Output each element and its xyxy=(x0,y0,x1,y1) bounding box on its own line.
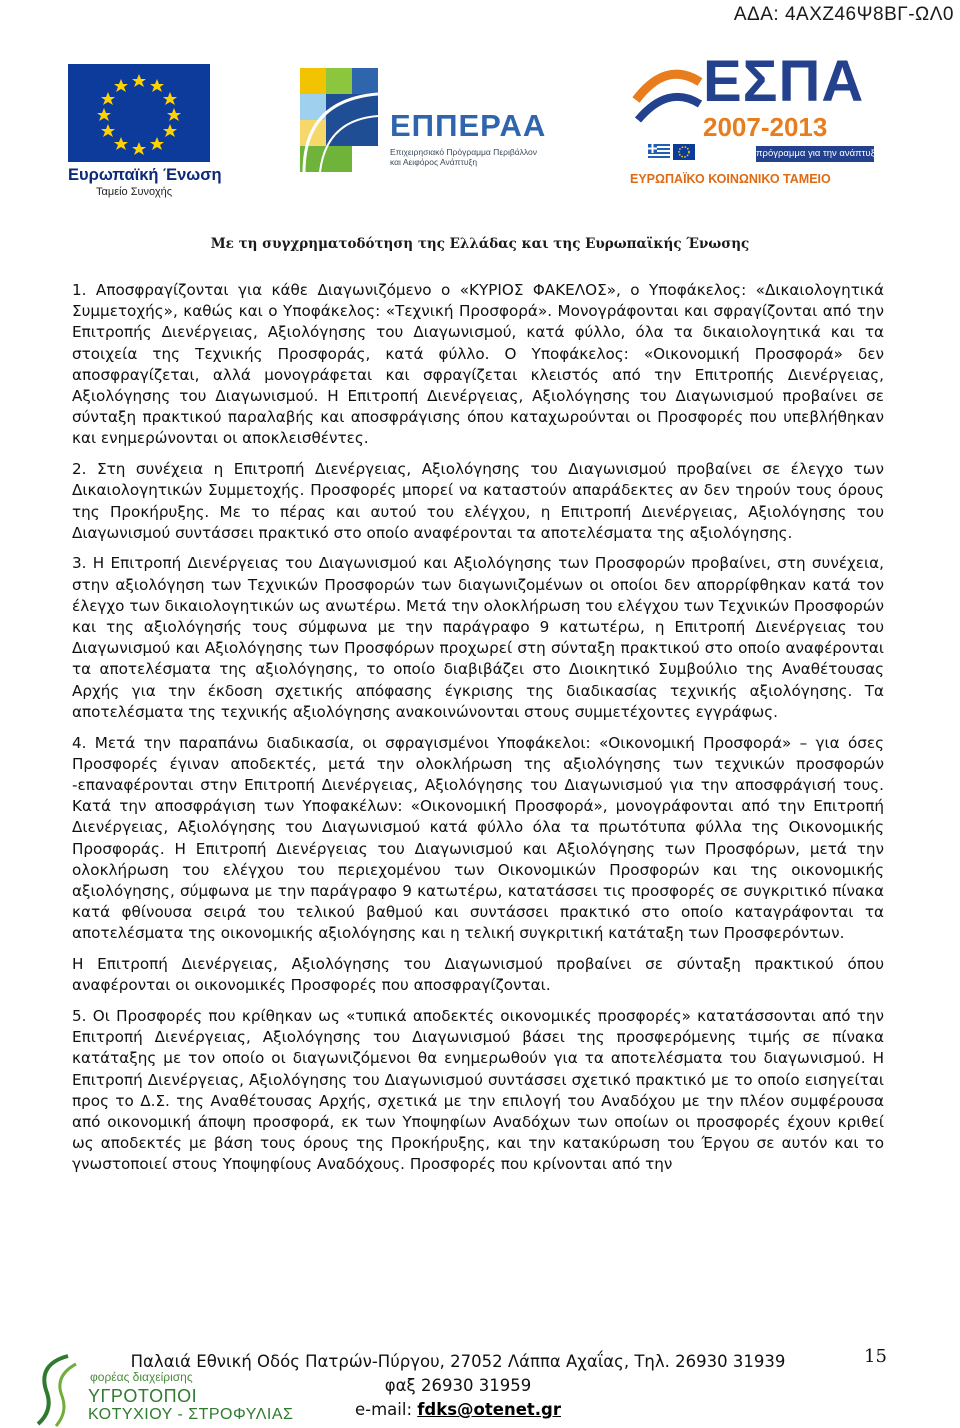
footer-contact xyxy=(108,1350,808,1422)
page-number: 15 xyxy=(864,1346,887,1367)
paragraph-2: 2. Στη συνέχεια η Επιτροπή Διενέργειας, Αξιολόγησης του Διαγωνισμού προβαίνει σε έλεγχο των Δικαιολογητικών Συμμετοχής. Προσφορές μπορεί να καταστούν απαράδεκτες αν δεν τηρούν τους όρους της Προκήρυξης. Με το πέρας και αυτού του ελέγχου, η Επιτροπή Διενέργειας, Αξιολόγησης του Διαγωνισμού συντάσσει πρακτικό στο οποίο αναφέρονται τα αποτελέσματα της αξιολόγησης. xyxy=(72,460,884,542)
footer-org-line1: ΥΓΡΟΤΟΠΟΙ xyxy=(88,1386,198,1406)
eu-name: Ευρωπαϊκή Ένωση xyxy=(68,166,222,184)
eu-mini-flag-icon xyxy=(673,144,695,160)
paragraph-1: 1. Αποσφραγίζονται για κάθε Διαγωνιζόμενο ο «ΚΥΡΙΟΣ ΦΑΚΕΛΟΣ», ο Υποφάκελος: «Δικαιολογητικά Συμμετοχής», καθώς και ο Υποφάκελος: «Τεχνική Προσφορά». Μονογράφονται και σφραγίζονται από την Επιτροπής Διενέργειας, Αξιολόγησης του Διαγωνισμού, κατά φύλλο, όλα τα δικαιολογητικά και τα στοιχεία της Τεχνικής Προσφοράς, κατά φύλλο. Ο Υποφάκελος: «Οικονομική Προσφορά» δεν αποσφραγίζεται, αλλά μονογράφεται και σφραγίζεται κλειστός από την Επιτροπής Διενέργειας, Αξιολόγησης του Διαγωνισμού. Η Επιτροπή Διενέργειας, Αξιολόγησης του Διαγωνισμού προβαίνει σε σύνταξη πρακτικού παραλαβής και αποσφράγισης όπου καταχωρούνται οι Προσφορές που υπεβλήθηκαν και ενημερώνονται οι αποκλεισθέντες. xyxy=(72,281,884,448)
paragraph-4b: Η Επιτροπή Διενέργειας, Αξιολόγησης του Διαγωνισμού προβαίνει σε σύνταξη πρακτικού όπου αναφέρονται οι οικονομικές Προσφορές που αποσφραγίζονται. xyxy=(72,955,884,995)
espa-fund-label: ΕΥΡΩΠΑΪΚΟ ΚΟΙΝΩΝΙΚΟ ΤΑΜΕΙΟ xyxy=(630,172,831,186)
espa-years: 2007-2013 xyxy=(703,112,828,142)
espa-name: ΕΣΠΑ xyxy=(703,49,865,114)
footer-org-line2: ΚΟΤΥΧΙΟΥ - ΣΤΡΟΦΥΛΙΑΣ xyxy=(88,1406,294,1423)
epperaa-mark-icon xyxy=(290,60,386,180)
epperaa-subtitle: Επιχειρησιακό Πρόγραμμα Περιβάλλον και Αειφόρος Ανάπτυξη xyxy=(390,147,537,167)
eu-logo xyxy=(68,64,222,198)
espa-tagline: πρόγραμμα για την ανάπτυξη xyxy=(756,146,874,162)
paragraph-3: 3. Η Επιτροπή Διενέργειας του Διαγωνισμού και Αξιολόγησης των Προσφορών προβαίνει, στη συνέχεια, στην αξιολόγηση των Τεχνικών Προσφορών των διαγωνιζομένων οι οποίοι δεν απορρίφθηκαν κατά τον έλεγχο των δικαιολογητικών ως ανωτέρω. Μετά την ολοκλήρωση του ελέγχου των Τεχνικών Προσφορών και της αξιολόγησής τους σύμφωνα με την παράγραφο 9 κατωτέρω, η Επιτροπή Διενέργειας του Διαγωνισμού και Αξιολόγησης των Προσφόρων προχωρεί στη σύνταξη πρακτικού στο οποίο αναφέρονται τα αποτελέσματα της αξιολόγησης, το οποίο διαβιβάζει στο Διοικητικό Συμβούλιο της Αναθέτουσας Αρχής για την έκδοση σχετικής απόφασης έγκρισης της διαδικασίας τεχνικής αξιολόγησης. Τα αποτελέσματα της τεχνικής αξιολόγησης ανακοινώνονται στους συμμετέχοντες εγγράφως. xyxy=(72,554,884,721)
footer-email-line xyxy=(108,1398,808,1422)
espa-logo xyxy=(628,49,881,188)
eu-fund-label: Ταμείο Συνοχής xyxy=(96,186,173,198)
cofunding-line: Με τη συγχρηματοδότηση της Ελλάδας και της Ευρωπαϊκής Ένωσης xyxy=(210,236,750,252)
paragraph-4: 4. Μετά την παραπάνω διαδικασία, οι σφραγισμένοι Υποφάκελοι: «Οικονομική Προσφορά» – για όσες Προσφορές έγιναν αποδεκτές, μετά την ολοκλήρωση της αξιολόγησης των τεχνικών προσφορών -επαναφέρονται στην Επιτροπή Διενέργειας, Αξιολόγησης του Διαγωνισμού για την αποσφράγισή τους. Κατά την αποσφράγιση των Υποφακέλων: «Οικονομική Προσφορά», μονογράφονται από την Επιτροπή Διενέργειας, Αξιολόγησης του Διαγωνισμού κατά φύλλο όλα τα πρωτότυπα φύλλα της Οικονομικής Προσφοράς. Η Επιτροπή Διενέργειας του Διαγωνισμού και Αξιολόγησης των Προσφόρων, μετά την ολοκλήρωση του ελέγχου του περιεχομένου των Οικονομικών Προσφορών και της οικονομικής αξιολόγησης, σύμφωνα με την παράγραφο 9 κατωτέρω, κατατάσσει τις προσφορές σε συγκριτικό πίνακα κατά φθίνουσα σειρά του τελικού βαθμού και συντάσσει πρακτικό στο οποίο καταγράφονται τα αποτελέσματα της οικονομικής αξιολόγησης και η τελική συγκριτική κατάταξη των Προσφερόντων. xyxy=(72,733,884,943)
greek-flag-icon xyxy=(648,144,670,160)
footer-org-small: φορέας διαχείρισης xyxy=(90,1370,193,1384)
espa-swirl-icon xyxy=(628,60,704,140)
footer-email-link[interactable]: fdks@otenet.gr xyxy=(417,1400,561,1419)
document-body xyxy=(72,280,884,1185)
footer-email-label: e-mail: xyxy=(354,1400,418,1419)
eu-flag-icon xyxy=(68,64,210,162)
paragraph-5: 5. Οι Προσφορές που κρίθηκαν ως «τυπικά αποδεκτές οικονομικές προσφορές» κατατάσσονται από την Επιτροπή Διενέργειας, Αξιολόγησης του Διαγωνισμού βάσει της προσφερόμενης τιμής σε πίνακα κατάταξης με τον οποίο οι διαγωνιζόμενοι θα ενημερωθούν για τα αποτελέσματα του διαγωνισμού. Η Επιτροπή Διενέργειας, Αξιολόγησης του Διαγωνισμού συντάσσει σχετικό πρακτικό με το οποίο εισηγείται προς το Δ.Σ. της Αναθέτουσας Αρχής, σχετικά με την επιλογή του Αναδόχου με την πλέον συμφέρουσα από οικονομική άποψη προσφορά, εκ των Υποψηφίων Αναδόχων των οποίων οι προσφορές έχουν κριθεί ως αποδεκτές με βάση τους όρους της Προκήρυξης, και την κατακύρωση του Έργου σε αυτόν και το γνωστοποιεί στους Υποψηφίους Αναδόχους. Προσφορές που κρίνονται από την xyxy=(72,1007,884,1174)
epperaa-logo xyxy=(290,60,550,180)
epperaa-name: ΕΠΠΕΡΑΑ xyxy=(390,108,547,143)
ada-code: ΑΔΑ: 4ΑΧΖ46Ψ8ΒΓ-ΩΛ0 xyxy=(733,4,954,25)
footer-fax: φαξ 26930 31959 xyxy=(384,1376,532,1395)
footer-address: Παλαιά Εθνική Οδός Πατρών-Πύργου, 27052 Λάππα Αχαΐας, Τηλ. 26930 31939 xyxy=(130,1352,786,1371)
